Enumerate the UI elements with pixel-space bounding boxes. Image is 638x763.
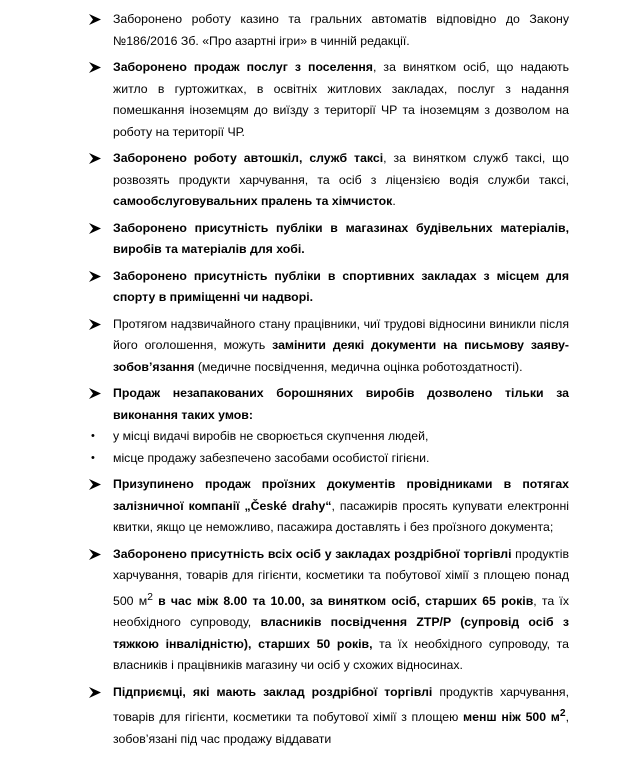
list-item: [89, 266, 569, 309]
list-item: [89, 218, 569, 261]
item-bold-text: Заборонено присутність публіки в магазинах будівельних матеріалів, виробів та матеріалів для хобі.: [113, 220, 569, 256]
superscript: 2: [559, 708, 566, 720]
item-text: продуктів харчування, товарів для гігієнти, косметики та побутової хімії з площею: [113, 684, 569, 725]
dot-bullet-icon: •: [91, 430, 95, 442]
item-text: , пасажирів просять купувати електронні квитки, якщо це неможливо, пасажира доставлять і без проїзного документа;: [113, 498, 569, 534]
arrow-bullet-icon: [89, 314, 101, 330]
list-item: [89, 544, 569, 677]
arrow-bullet-icon: [89, 57, 101, 73]
item-text: , за винятком служб таксі, що розвозять продукти харчування, та осіб з ліцензією водія служби таксі,: [113, 151, 569, 187]
arrow-bullet-icon: [89, 218, 101, 234]
item-bold-text: Призупинено продаж проїзних документів провідниками в потягах залізничної компанії „České drahy“: [113, 477, 569, 513]
dot-bullet-icon: •: [91, 451, 95, 464]
item-bold-text: власників посвідчення ZTP/P (супровід осіб з тяжкою інвалідністю), старших 50 років,: [113, 615, 569, 651]
item-text: Заборонено роботу казино та гральних автоматів відповідно до Закону №186/2016 Зб. «Про азартні ігри» в чинній редакції.: [113, 12, 569, 48]
item-bold-text: замінити деякі документи на письмову заяву-зобов’язання: [113, 338, 570, 374]
item-text: , та їх необхідного супроводу,: [113, 593, 569, 630]
sub-item-text: у місці видачі виробів не сворюється скупчення людей,: [113, 429, 429, 443]
list-item: [89, 148, 569, 213]
item-bold-text: самообслуговувальних пралень та хімчисток: [113, 194, 393, 208]
superscript: 2: [147, 591, 153, 603]
item-text: Протягом надзвичайного стану працівники, чиї трудові відносини виникли після його оголошення, можуть: [113, 316, 569, 352]
item-bold-text: Продаж незапакованих борошняних виробів дозволено тільки за виконання таких умов:: [113, 386, 569, 422]
arrow-bullet-icon: [89, 383, 101, 399]
item-text: продуктів харчування, товарів для гігієнти, косметики та побутової хімії з площею понад 500 м: [113, 546, 569, 608]
item-text: та їх необхідного супроводу, та власників і працівників магазину чи осіб у схожих відносинах.: [113, 636, 570, 673]
item-text: , за винятком осіб, що надають житло в гуртожитках, в освітніх житлових закладах, послуг з надання помешкання іноземцям до виїзду з території ЧР та іноземцям з дозволом на роботу на території ЧР.: [113, 60, 569, 139]
sub-item-text: місце продажу забезпечено засобами особистої гігієни.: [113, 450, 430, 465]
item-bold-text: Заборонено присутність публіки в спортивних закладах з місцем для спорту в приміщенні чи надворі.: [113, 268, 569, 304]
arrow-bullet-icon: [89, 9, 101, 25]
item-bold-text: менш ніж 500 м: [463, 710, 560, 725]
item-text: (медичне посвідчення, медична оцінка роботоздатності).: [194, 359, 523, 374]
list-item: [89, 682, 569, 751]
arrow-bullet-icon: [89, 266, 101, 282]
list-item: [89, 9, 569, 52]
list-item: [89, 474, 569, 539]
item-bold-text: Підприємці, які мають заклад роздрібної торгівлі: [113, 684, 433, 699]
item-bold-text: Заборонено продаж послуг з поселення: [113, 60, 373, 74]
sub-list-item: [89, 448, 569, 470]
arrow-bullet-icon: [89, 474, 101, 490]
arrow-bullet-icon: [89, 148, 101, 164]
item-bold-text: Заборонено роботу автошкіл, служб таксі: [113, 151, 384, 165]
list-item: [89, 383, 569, 426]
arrow-bullet-icon: [89, 544, 101, 560]
item-text: .: [392, 194, 396, 208]
item-bold-text: в час між 8.00 та 10.00, за винятком осіб, старших 65 років: [152, 593, 534, 608]
list-item: [89, 314, 569, 379]
item-bold-text: Заборонено присутність всіх осіб у закладах роздрібної торгівлі: [113, 546, 512, 561]
list-item: [89, 57, 569, 143]
document-body: [89, 9, 569, 755]
item-text: , зобов’язані під час продажу віддавати: [113, 710, 569, 746]
sub-list-item: [89, 426, 569, 448]
arrow-bullet-icon: [89, 682, 101, 698]
